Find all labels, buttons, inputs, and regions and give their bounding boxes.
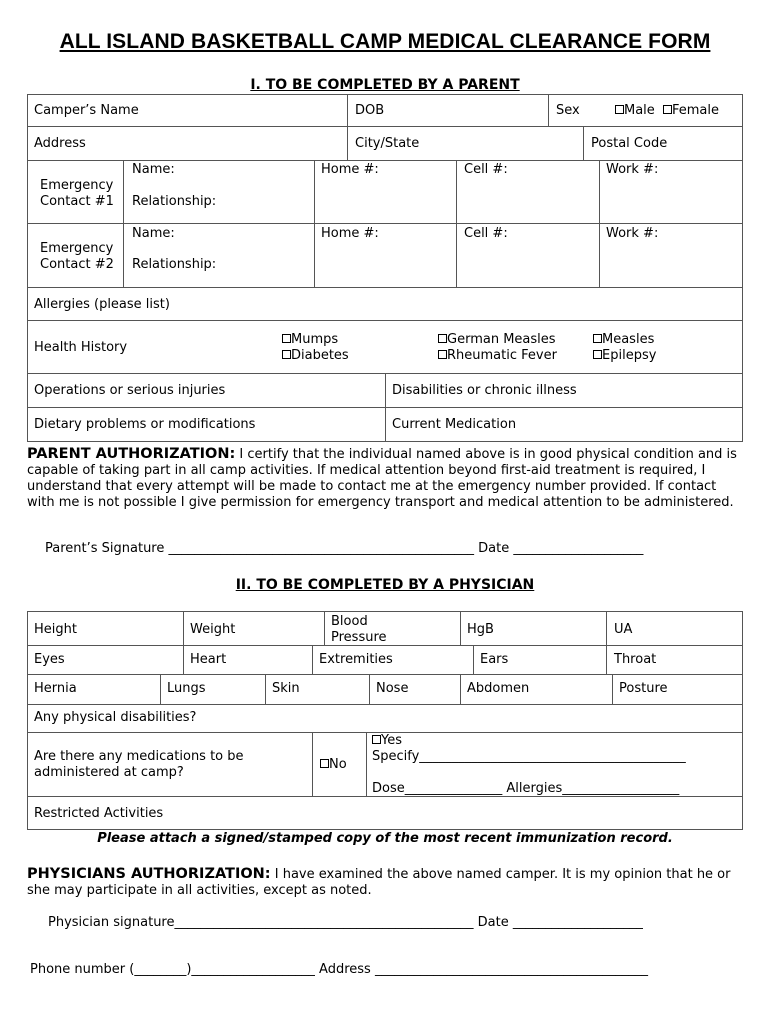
restricted-activities-label: Restricted Activities (34, 806, 164, 821)
checkbox-icon[interactable] (282, 350, 291, 359)
nose-label: Nose (376, 681, 409, 696)
medication-label: Current Medication (392, 417, 517, 432)
physical-disabilities-label: Any physical disabilities? (34, 710, 197, 725)
campers-name-label: Camper’s Name (34, 103, 139, 118)
checkbox-icon[interactable] (438, 334, 447, 343)
measles-option[interactable]: Measles (593, 332, 654, 348)
section1-heading: I. TO BE COMPLETED BY A PARENT (250, 77, 520, 93)
city-state-label: City/State (355, 136, 420, 151)
form-title: ALL ISLAND BASKETBALL CAMP MEDICAL CLEARANCE FORM (59, 30, 711, 53)
parent-authorization (27, 446, 745, 511)
diabetes-option[interactable]: Diabetes (282, 348, 349, 364)
ec2-label-line2: Contact #2 (40, 257, 114, 272)
ec2-cell-label: Cell #: (464, 226, 508, 241)
checkbox-icon[interactable] (593, 350, 602, 359)
heart-label: Heart (190, 652, 227, 667)
ec2-home-label: Home #: (321, 226, 379, 241)
checkbox-icon[interactable] (615, 105, 624, 114)
ec2-label-line1: Emergency (40, 241, 114, 256)
ec1-label-line2: Contact #1 (40, 194, 114, 209)
abdomen-label: Abdomen (467, 681, 530, 696)
immunization-note: Please attach a signed/stamped copy of the most recent immunization record. (97, 831, 673, 846)
hgb-label: HgB (467, 622, 494, 637)
physician-authorization-label: PHYSICIANS AUTHORIZATION: (27, 866, 271, 882)
blood-pressure-label-line2: Pressure (331, 630, 387, 645)
ec2-relationship-label: Relationship: (132, 257, 217, 272)
skin-label: Skin (272, 681, 300, 696)
german-measles-option[interactable]: German Measles (438, 332, 556, 348)
ec1-home-label: Home #: (321, 162, 379, 177)
posture-label: Posture (619, 681, 668, 696)
dose-allergies-line[interactable]: Dose_______________ Allergies__________________ (372, 781, 680, 796)
checkbox-icon[interactable] (663, 105, 672, 114)
weight-label: Weight (190, 622, 236, 637)
rheumatic-fever-option[interactable]: Rheumatic Fever (438, 348, 557, 364)
blood-pressure-label-line1: Blood (331, 614, 368, 629)
disabilities-label: Disabilities or chronic illness (392, 383, 577, 398)
ec1-label-line1: Emergency (40, 178, 114, 193)
epilepsy-option[interactable]: Epilepsy (593, 348, 656, 364)
parent-signature-line[interactable]: Parent’s Signature _______________________________________________ Date ____________________ (45, 541, 644, 556)
ec1-cell-label: Cell #: (464, 162, 508, 177)
male-option[interactable]: Male (615, 103, 655, 119)
height-label: Height (34, 622, 77, 637)
physician-authorization-text: I have examined the above named camper. It is my opinion that he or she may participate in all activities, except as noted. (27, 867, 731, 898)
meds-question-line1: Are there any medications to be (34, 749, 244, 764)
section2-heading: II. TO BE COMPLETED BY A PHYSICIAN (235, 577, 535, 593)
parent-authorization-text: I certify that the individual named above is in good physical condition and is capable of taking part in all camp activities. If medical attention beyond first-aid treatment is required, I understand that every attempt will be made to contact me at the emergency number provided. If contact with me is not possible I give permission for emergency transport and medical attention to be administered. (27, 447, 737, 510)
allergies-label: Allergies (please list) (34, 297, 170, 312)
physician-signature-line[interactable]: Physician signature______________________________________________ Date ____________________ (48, 915, 643, 930)
health-history-label: Health History (34, 340, 128, 355)
no-option[interactable]: No (320, 757, 347, 773)
postal-code-label: Postal Code (591, 136, 668, 151)
ec1-relationship-label: Relationship: (132, 194, 217, 209)
ec2-work-label: Work #: (606, 226, 659, 241)
checkbox-icon[interactable] (320, 759, 329, 768)
sex-label: Sex (556, 103, 580, 118)
dob-label: DOB (355, 103, 385, 118)
dietary-label: Dietary problems or modifications (34, 417, 256, 432)
operations-label: Operations or serious injuries (34, 383, 226, 398)
physician-authorization (27, 866, 745, 899)
female-option[interactable]: Female (663, 103, 719, 119)
checkbox-icon[interactable] (593, 334, 602, 343)
checkbox-icon[interactable] (438, 350, 447, 359)
throat-label: Throat (614, 652, 657, 667)
hernia-label: Hernia (34, 681, 77, 696)
mumps-option[interactable]: Mumps (282, 332, 338, 348)
extremities-label: Extremities (319, 652, 393, 667)
ec2-name-label: Name: (132, 226, 175, 241)
yes-option[interactable]: Yes (372, 733, 402, 749)
ec1-name-label: Name: (132, 162, 175, 177)
parent-authorization-label: PARENT AUTHORIZATION: (27, 446, 236, 462)
checkbox-icon[interactable] (282, 334, 291, 343)
eyes-label: Eyes (34, 652, 65, 667)
ec1-work-label: Work #: (606, 162, 659, 177)
ears-label: Ears (480, 652, 509, 667)
lungs-label: Lungs (167, 681, 206, 696)
checkbox-icon[interactable] (372, 735, 381, 744)
meds-question-line2: administered at camp? (34, 765, 184, 780)
phone-address-line[interactable]: Phone number (________)___________________ Address __________________________________________ (30, 962, 648, 977)
address-label: Address (34, 136, 86, 151)
specify-line[interactable]: Specify_________________________________________ (372, 749, 686, 764)
ua-label: UA (614, 622, 633, 637)
